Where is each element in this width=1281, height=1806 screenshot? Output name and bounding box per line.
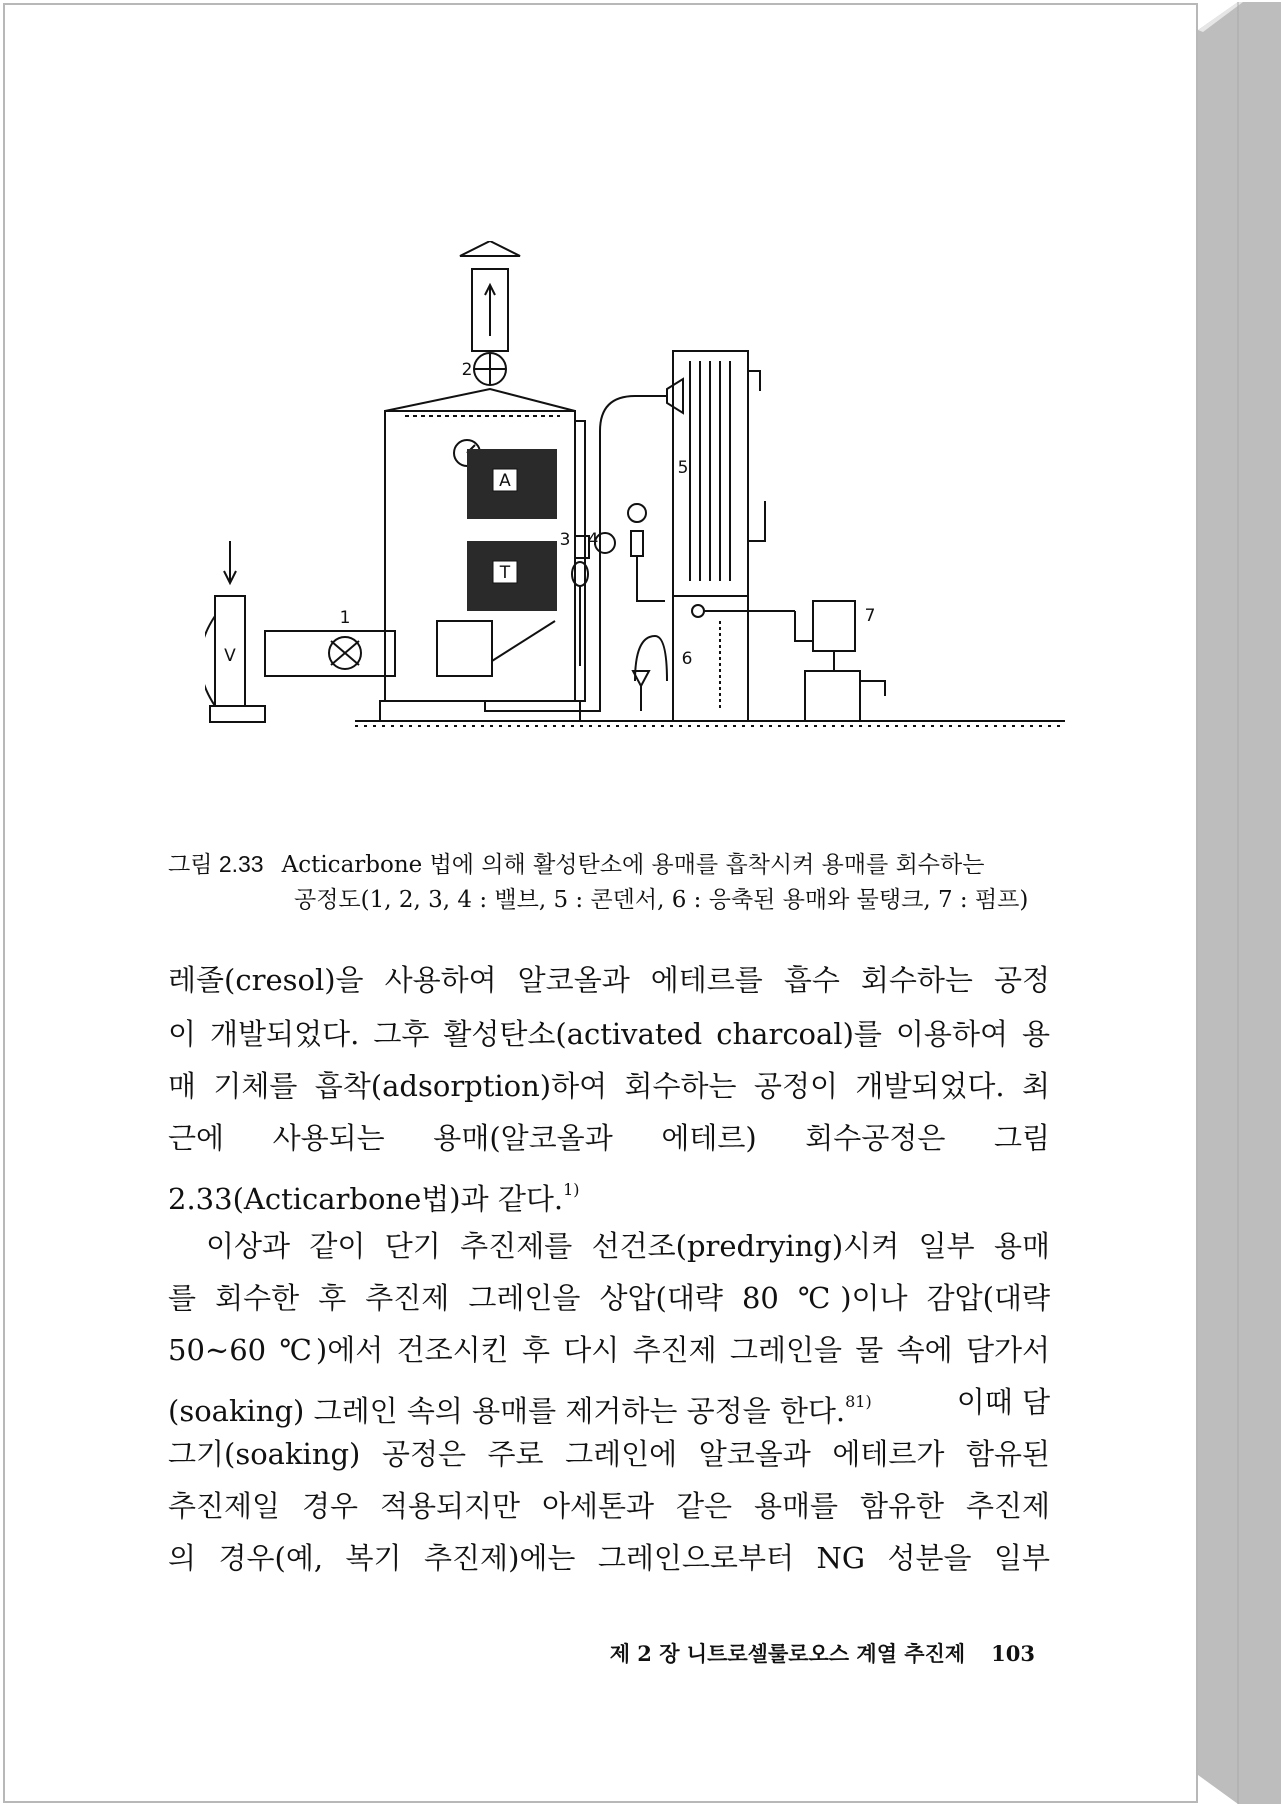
book-spine	[1198, 0, 1281, 1806]
body-line: 이때 담	[956, 1385, 1050, 1419]
body-line: 레졸(cresol)을 사용하여 알코올과 에테르를 흡수 회수하는 공정	[168, 963, 1050, 997]
body-line-with-ref	[168, 1170, 580, 1216]
label-2: 2	[461, 360, 473, 380]
label-V: V	[224, 646, 236, 666]
body-line: 50∼60 ℃)에서 건조시킨 후 다시 추진제 그레인을 물 속에 담가서	[168, 1333, 1050, 1367]
label-5: 5	[677, 458, 689, 478]
figure-caption	[168, 847, 1048, 918]
vessel-roof	[385, 389, 575, 411]
label-1: 1	[339, 608, 351, 628]
body-line: 그기(soaking) 공정은 주로 그레인에 알코올과 에테르가 함유된	[168, 1437, 1050, 1471]
body-line: 2.33(Acticarbone법)과 같다.	[168, 1182, 564, 1216]
page-number: 103	[991, 1641, 1035, 1666]
label-T: T	[499, 563, 511, 583]
caption-line-2: 공정도(1, 2, 3, 4 : 밸브, 5 : 콘덴서, 6 : 응축된 용매와 물탱크, 7 : 펌프)	[294, 887, 1029, 913]
body-line: 근에 사용되는 용매(알코올과 에테르) 회수공정은 그림	[168, 1121, 1050, 1155]
footnote-ref: 81)	[845, 1392, 872, 1411]
pump	[813, 601, 855, 651]
label-A: A	[499, 471, 511, 491]
body-line-with-ref	[168, 1382, 1050, 1428]
body-line: (soaking) 그레인 속의 용매를 제거하는 공정을 한다.	[168, 1394, 846, 1428]
figure-acticarbone-diagram	[205, 241, 1065, 831]
body-line: 이상과 같이 단기 추진제를 선건조(predrying)시켜 일부 용매	[206, 1229, 1050, 1263]
body-line: 매 기체를 흡착(adsorption)하여 회수하는 공정이 개발되었다. 최	[168, 1069, 1050, 1103]
chimney-cap	[460, 241, 520, 256]
label-6: 6	[681, 649, 693, 669]
body-line: 를 회수한 후 추진제 그레인을 상압(대략 80 ℃)이나 감압(대략	[168, 1281, 1050, 1315]
body-line: 이 개발되었다. 그후 활성탄소(activated charcoal)를 이용하여 용	[168, 1017, 1050, 1051]
book-page	[3, 3, 1198, 1803]
body-line: 의 경우(예, 복기 추진제)에는 그레인으로부터 NG 성분을 일부	[168, 1541, 1050, 1575]
label-4: 4	[587, 530, 599, 550]
running-footer	[5, 1638, 1035, 1668]
footnote-ref: 1)	[563, 1180, 580, 1199]
caption-line-1: Acticarbone 법에 의해 활성탄소에 용매를 흡착시켜 용매를 회수하는	[281, 852, 985, 878]
caption-number: 그림 2.33	[168, 851, 264, 877]
label-7: 7	[864, 606, 876, 626]
label-3: 3	[559, 530, 571, 550]
chapter-title: 제 2 장 니트로셀룰로오스 계열 추진제	[609, 1641, 966, 1666]
body-line: 추진제일 경우 적용되지만 아세톤과 같은 용매를 함유한 추진제	[168, 1489, 1050, 1523]
